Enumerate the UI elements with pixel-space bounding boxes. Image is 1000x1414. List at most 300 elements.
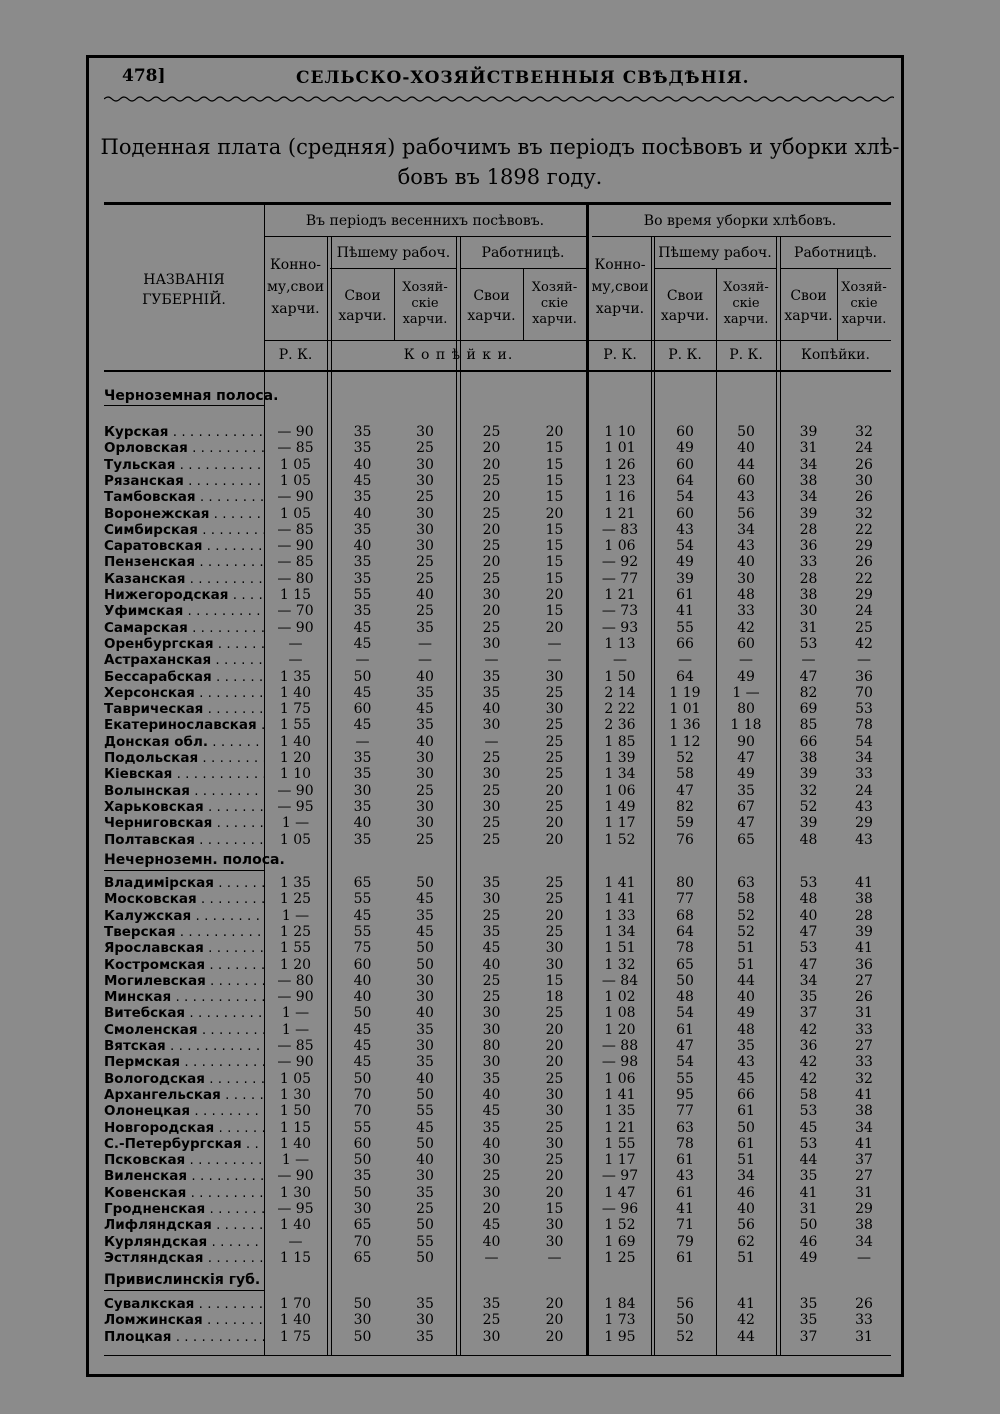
table-cell: 1 55 <box>279 717 312 734</box>
table-cell: 42 <box>737 1312 755 1329</box>
table-cell: — 90 <box>277 424 314 440</box>
table-cell: 30 <box>482 766 501 783</box>
table-cell: 45 <box>482 1217 501 1234</box>
table-cell: 30 <box>416 521 434 538</box>
table-row <box>0 908 1000 924</box>
table-cell: 42 <box>799 1054 818 1071</box>
table-row <box>0 1168 1000 1184</box>
table-row <box>0 973 1000 989</box>
table-cell: 1 49 <box>604 798 636 815</box>
table-cell: 61 <box>676 1249 694 1266</box>
province-name: Минская . . . <box>104 989 264 1005</box>
table-cell: 71 <box>676 1217 694 1234</box>
table-cell: 20 <box>545 831 564 848</box>
table-cell: 1 06 <box>604 782 636 799</box>
table-cell: 35 <box>416 717 434 734</box>
table-cell: — 96 <box>601 1201 639 1217</box>
table-cell: 80 <box>482 1038 501 1054</box>
table-cell: 35 <box>482 668 501 685</box>
table-cell: 1 — <box>281 815 310 832</box>
table-cell: 30 <box>353 1312 372 1329</box>
table-cell: 25 <box>545 798 564 815</box>
table-row <box>0 440 1000 456</box>
table-cell: 53 <box>799 940 818 957</box>
table-cell: 41 <box>855 1135 873 1152</box>
table-cell: 45 <box>353 1054 372 1071</box>
table-cell: 25 <box>416 603 434 620</box>
table-cell: 35 <box>353 440 372 457</box>
table-row <box>0 1005 1000 1021</box>
table-cell: 20 <box>545 815 564 832</box>
table-cell: 54 <box>676 538 694 555</box>
table-cell: 31 <box>799 440 818 457</box>
table-cell: 32 <box>799 782 818 799</box>
table-cell: 36 <box>855 668 873 685</box>
table-cell: 1 23 <box>604 472 636 489</box>
table-cell: 35 <box>416 619 434 636</box>
table-cell: 50 <box>416 956 434 973</box>
table-cell: 53 <box>855 701 873 718</box>
table-cell: 20 <box>482 521 501 538</box>
table-cell: 30 <box>482 891 501 908</box>
table-cell: 30 <box>545 940 564 957</box>
table-cell: 44 <box>737 1328 755 1345</box>
table-cell: 40 <box>482 1135 501 1152</box>
table-cell: 20 <box>545 1168 564 1185</box>
table-cell: 61 <box>737 1103 755 1120</box>
table-cell: 45 <box>353 635 372 652</box>
table-cell: — 85 <box>277 521 314 538</box>
table-row <box>0 891 1000 907</box>
table-cell: 35 <box>353 570 372 587</box>
table-cell: 49 <box>676 554 694 571</box>
table-cell: 45 <box>353 907 372 924</box>
table-cell: 20 <box>545 587 564 603</box>
table-cell: 60 <box>353 1135 372 1152</box>
table-cell: 1 02 <box>604 989 636 1006</box>
table-cell: 30 <box>545 1086 564 1103</box>
table-cell: 50 <box>416 1135 434 1152</box>
table-cell: 35 <box>353 489 372 506</box>
table-cell: 45 <box>353 1021 372 1038</box>
table-cell: — <box>857 1249 871 1266</box>
province-name: Витебская . . . <box>104 1005 264 1021</box>
table-cell: 30 <box>545 1135 564 1152</box>
table-cell: 39 <box>676 570 694 587</box>
table-cell: 15 <box>545 489 564 506</box>
table-cell: 42 <box>799 1070 818 1087</box>
table-cell: 60 <box>676 424 694 440</box>
table-row <box>0 875 1000 891</box>
table-cell: 1 01 <box>604 440 636 457</box>
units-rule <box>264 340 891 341</box>
table-cell: 35 <box>353 766 372 783</box>
table-cell: 56 <box>737 1217 755 1234</box>
table-cell: 1 21 <box>604 587 636 603</box>
table-cell: 64 <box>676 923 694 940</box>
header-bottom-rule <box>104 370 891 372</box>
table-cell: 20 <box>482 456 501 473</box>
table-row <box>0 1296 1000 1312</box>
table-cell: 35 <box>482 1296 501 1312</box>
table-cell: 40 <box>353 989 372 1006</box>
table-cell: 65 <box>676 956 694 973</box>
province-name: Владимірская . . . <box>104 875 264 891</box>
table-cell: 40 <box>482 1086 501 1103</box>
table-cell: 82 <box>799 684 818 701</box>
table-cell: 25 <box>482 907 501 924</box>
table-cell: 70 <box>855 684 873 701</box>
table-cell: — <box>288 1233 303 1250</box>
table-cell: — 90 <box>277 782 314 799</box>
table-cell: 45 <box>416 891 434 908</box>
province-name: Таврическая . . . <box>104 701 264 717</box>
table-cell: 55 <box>416 1103 434 1120</box>
table-row <box>0 620 1000 636</box>
table-row <box>0 1217 1000 1233</box>
table-cell: 35 <box>799 1312 818 1329</box>
table-cell: 15 <box>545 538 564 555</box>
table-cell: 24 <box>855 603 873 620</box>
table-cell: 44 <box>799 1152 818 1169</box>
province-name: Уфимская . . . <box>104 603 264 619</box>
table-cell: 35 <box>482 875 501 891</box>
table-cell: 30 <box>416 989 434 1006</box>
province-name: Могилевская . . . <box>104 973 264 989</box>
table-cell: 1 35 <box>279 668 312 685</box>
table-cell: 1 12 <box>669 733 701 750</box>
table-cell: 41 <box>855 1086 873 1103</box>
table-cell: 38 <box>855 891 873 908</box>
table-cell: 20 <box>545 1312 564 1329</box>
table-cell: 50 <box>353 1328 372 1345</box>
table-cell: 1 25 <box>604 1249 636 1266</box>
province-name: Ковенская . . . <box>104 1185 264 1201</box>
table-row <box>0 587 1000 603</box>
table-cell: 29 <box>855 538 873 555</box>
table-cell: 50 <box>416 940 434 957</box>
table-cell: 61 <box>676 1184 694 1201</box>
table-cell: 33 <box>855 1312 873 1329</box>
table-cell: 15 <box>545 521 564 538</box>
table-cell: 25 <box>545 733 564 750</box>
table-cell: — 73 <box>601 603 639 620</box>
table-row <box>0 940 1000 956</box>
table-cell: 60 <box>676 456 694 473</box>
table-cell: 26 <box>855 554 873 571</box>
table-cell: 1 — <box>281 907 310 924</box>
table-cell: 60 <box>353 956 372 973</box>
table-cell: 41 <box>676 1201 694 1217</box>
table-cell: 25 <box>482 989 501 1006</box>
table-row <box>0 473 1000 489</box>
table-cell: 1 35 <box>279 875 312 891</box>
table-cell: — <box>418 652 432 669</box>
table-row <box>0 1201 1000 1217</box>
table-cell: 38 <box>799 472 818 489</box>
table-cell: 20 <box>545 1328 564 1345</box>
table-cell: 15 <box>545 440 564 457</box>
table-cell: 25 <box>545 766 564 783</box>
table-cell: 1 20 <box>279 956 312 973</box>
table-cell: 49 <box>676 440 694 457</box>
table-cell: 51 <box>737 1249 755 1266</box>
table-cell: 1 32 <box>604 956 636 973</box>
table-cell: 49 <box>799 1249 818 1266</box>
table-cell: — 95 <box>277 798 314 815</box>
province-name: Лифляндская . . . <box>104 1217 264 1233</box>
table-cell: 20 <box>545 1021 564 1038</box>
table-cell: 15 <box>545 554 564 571</box>
table-cell: 41 <box>676 603 694 620</box>
header-top-rule <box>104 202 891 205</box>
table-cell: 1 05 <box>279 472 312 489</box>
table-cell: 50 <box>676 972 694 989</box>
table-cell: 1 15 <box>279 1119 312 1136</box>
table-cell: 1 33 <box>604 907 636 924</box>
table-cell: — 85 <box>277 440 314 457</box>
table-cell: 1 05 <box>279 1070 312 1087</box>
table-cell: 36 <box>799 1038 818 1054</box>
table-cell: 43 <box>737 538 755 555</box>
table-cell: 25 <box>416 782 434 799</box>
table-cell: 40 <box>482 701 501 718</box>
table-bottom-rule <box>104 1355 891 1356</box>
own-food-header-2: Свои харчи. <box>467 288 516 324</box>
table-cell: 47 <box>737 750 755 766</box>
table-cell: 55 <box>416 1233 434 1250</box>
table-cell: 26 <box>855 1296 873 1312</box>
table-cell: — 70 <box>277 603 314 620</box>
province-name: Курская . . . <box>104 424 264 440</box>
spring-rule <box>264 236 586 237</box>
table-cell: 1 40 <box>279 684 312 701</box>
table-cell: 54 <box>676 489 694 506</box>
table-cell: 29 <box>855 1201 873 1217</box>
table-cell: 39 <box>799 815 818 832</box>
table-row <box>0 554 1000 570</box>
table-cell: 26 <box>855 989 873 1006</box>
section-rule-1 <box>104 405 264 406</box>
table-cell: 42 <box>799 1021 818 1038</box>
table-cell: 20 <box>545 782 564 799</box>
table-cell: 61 <box>737 1135 755 1152</box>
table-cell: — 90 <box>277 619 314 636</box>
table-row <box>0 652 1000 668</box>
province-name: Харьковская . . . <box>104 799 264 815</box>
table-row <box>0 1185 1000 1201</box>
province-name: Олонецкая . . . <box>104 1103 264 1119</box>
table-cell: 1 05 <box>279 456 312 473</box>
table-cell: 30 <box>416 424 434 440</box>
table-row <box>0 1038 1000 1054</box>
table-cell: 50 <box>416 1086 434 1103</box>
table-cell: 35 <box>737 1038 755 1054</box>
province-name: Самарская . . . <box>104 620 264 636</box>
table-cell: — <box>739 652 753 669</box>
table-cell: 30 <box>545 701 564 718</box>
table-cell: 47 <box>676 1038 694 1054</box>
table-cell: 25 <box>545 1005 564 1022</box>
table-cell: 35 <box>737 782 755 799</box>
table-cell: 35 <box>353 603 372 620</box>
table-cell: 25 <box>545 750 564 766</box>
table-cell: 50 <box>416 1217 434 1234</box>
table-row <box>0 989 1000 1005</box>
table-cell: 34 <box>855 1233 873 1250</box>
table-cell: — 90 <box>277 1168 314 1185</box>
table-cell: 30 <box>855 472 873 489</box>
table-cell: 48 <box>676 989 694 1006</box>
table-cell: 31 <box>855 1328 873 1345</box>
table-cell: 30 <box>545 668 564 685</box>
units-kopeks-harvest: Копѣйки. <box>801 347 870 363</box>
table-cell: 30 <box>416 538 434 555</box>
table-cell: 78 <box>855 717 873 734</box>
table-cell: 1 55 <box>604 1135 636 1152</box>
province-name: Эстляндская . . . <box>104 1250 264 1266</box>
table-cell: 30 <box>416 1168 434 1185</box>
table-cell: 1 08 <box>604 1005 636 1022</box>
table-cell: 35 <box>482 923 501 940</box>
province-name: Воронежская . . . <box>104 506 264 522</box>
table-cell: 1 47 <box>604 1184 636 1201</box>
table-cell: 56 <box>676 1296 694 1312</box>
table-cell: 75 <box>353 940 372 957</box>
units-rk-2: Р. К. <box>603 347 637 363</box>
table-cell: 1 34 <box>604 923 636 940</box>
table-cell: 25 <box>482 424 501 440</box>
table-cell: 49 <box>737 668 755 685</box>
table-cell: 42 <box>855 635 873 652</box>
table-cell: 1 75 <box>279 701 312 718</box>
table-cell: 30 <box>416 1312 434 1329</box>
table-cell: 25 <box>482 1168 501 1185</box>
table-cell: — 90 <box>277 538 314 555</box>
table-cell: 82 <box>676 798 694 815</box>
table-cell: 25 <box>416 831 434 848</box>
table-cell: 30 <box>353 1201 372 1217</box>
table-cell: 1 41 <box>604 891 636 908</box>
table-cell: 66 <box>799 733 818 750</box>
table-cell: 30 <box>482 717 501 734</box>
table-cell: 28 <box>799 521 818 538</box>
table-cell: 79 <box>676 1233 694 1250</box>
table-cell: 54 <box>676 1005 694 1022</box>
province-name: Екатеринославская . . . <box>104 717 264 733</box>
table-cell: 43 <box>676 521 694 538</box>
table-row <box>0 506 1000 522</box>
table-cell: 50 <box>416 1249 434 1266</box>
units-rk-4: Р. К. <box>729 347 763 363</box>
table-row <box>0 1250 1000 1266</box>
table-cell: 1 55 <box>279 940 312 957</box>
table-cell: 41 <box>737 1296 755 1312</box>
table-cell: 28 <box>799 570 818 587</box>
units-kopeks-spring: К о п ѣ й к и. <box>403 347 514 363</box>
table-cell: — 97 <box>601 1168 639 1185</box>
table-cell: 38 <box>799 750 818 766</box>
table-cell: 53 <box>799 1103 818 1120</box>
table-cell: 43 <box>737 1054 755 1071</box>
table-cell: 35 <box>353 424 372 440</box>
units-rk-3: Р. К. <box>668 347 702 363</box>
table-cell: 34 <box>855 750 873 766</box>
own-food-header-3: Свои харчи. <box>660 288 710 324</box>
table-cell: 1 25 <box>279 923 312 940</box>
table-cell: 18 <box>545 989 564 1006</box>
table-cell: 1 05 <box>279 831 312 848</box>
table-cell: 2 14 <box>604 684 636 701</box>
table-cell: — <box>484 652 499 669</box>
table-row <box>0 799 1000 815</box>
table-cell: 70 <box>353 1103 372 1120</box>
table-cell: 35 <box>799 989 818 1006</box>
table-cell: 35 <box>416 907 434 924</box>
table-cell: 40 <box>353 972 372 989</box>
table-cell: 26 <box>855 489 873 506</box>
table-cell: — <box>678 652 692 669</box>
table-cell: 1 10 <box>604 424 636 440</box>
table-cell: 45 <box>416 1119 434 1136</box>
table-cell: 30 <box>799 603 818 620</box>
table-cell: 27 <box>855 972 873 989</box>
horse-harvest-header: Конно- му,свои харчи. <box>591 257 649 317</box>
table-cell: 30 <box>545 1233 564 1250</box>
table-cell: 36 <box>855 956 873 973</box>
table-cell: 25 <box>482 815 501 832</box>
province-name: Херсонская . . . <box>104 685 264 701</box>
table-row <box>0 734 1000 750</box>
table-cell: 45 <box>353 717 372 734</box>
table-row <box>0 750 1000 766</box>
table-cell: — 80 <box>277 972 314 989</box>
table-cell: 25 <box>545 684 564 701</box>
table-cell: 15 <box>545 972 564 989</box>
table-cell: 25 <box>545 1070 564 1087</box>
table-cell: 25 <box>482 505 501 522</box>
table-cell: 30 <box>545 1217 564 1234</box>
female-spring-header: Работницѣ. <box>481 245 565 261</box>
table-cell: 22 <box>855 570 873 587</box>
table-cell: 25 <box>855 619 873 636</box>
table-cell: 1 51 <box>604 940 636 957</box>
province-name: Вологодская . . . <box>104 1071 264 1087</box>
table-cell: 34 <box>799 972 818 989</box>
table-row <box>0 522 1000 538</box>
table-cell: 66 <box>737 1086 755 1103</box>
table-cell: 20 <box>482 603 501 620</box>
table-cell: 43 <box>676 1168 694 1185</box>
section-rule-3 <box>104 1290 264 1291</box>
table-cell: 31 <box>799 619 818 636</box>
table-cell: 35 <box>416 1328 434 1345</box>
section-rule-2 <box>104 870 264 871</box>
table-cell: 53 <box>799 635 818 652</box>
table-cell: — <box>547 652 562 669</box>
table-cell: 40 <box>353 538 372 555</box>
table-cell: 30 <box>482 1184 501 1201</box>
table-cell: 62 <box>737 1233 755 1250</box>
table-cell: — <box>484 733 499 750</box>
table-cell: 1 10 <box>279 766 312 783</box>
table-row <box>0 783 1000 799</box>
table-row <box>0 1312 1000 1328</box>
table-cell: 25 <box>482 972 501 989</box>
table-cell: 25 <box>482 472 501 489</box>
table-cell: 36 <box>799 538 818 555</box>
table-cell: 34 <box>799 489 818 506</box>
